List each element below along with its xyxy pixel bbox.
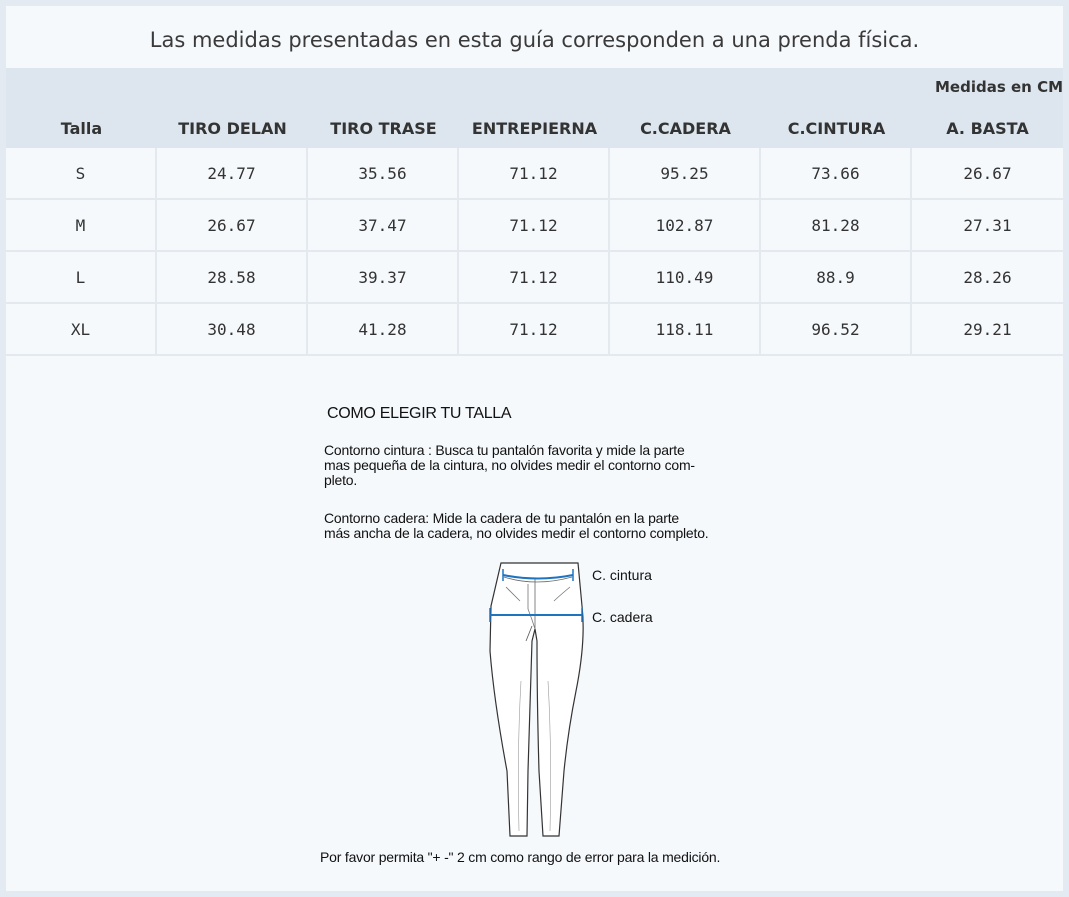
how-to-choose-size-guide bbox=[306, 401, 786, 871]
units-label: Medidas en CM bbox=[935, 78, 1063, 96]
header-tiro-delantero: TIRO DELAN bbox=[178, 118, 287, 138]
table-header bbox=[6, 68, 1063, 154]
table-cell: 118.11 bbox=[610, 304, 761, 354]
header-tiro-trasero: TIRO TRASE bbox=[330, 118, 437, 138]
header-row bbox=[6, 102, 1063, 154]
size-cell: XL bbox=[6, 304, 157, 354]
header-cintura: C.CINTURA bbox=[787, 118, 886, 138]
table-cell: 26.67 bbox=[963, 163, 1012, 183]
hip-label: C. cadera bbox=[592, 609, 653, 625]
table-cell: 88.9 bbox=[761, 252, 912, 302]
header-basta: A. BASTA bbox=[946, 118, 1029, 138]
waist-text-line: Contorno cintura : Busca tu pantalón favorita y mide la parte bbox=[324, 442, 685, 458]
table-cell: 71.12 bbox=[459, 252, 610, 302]
size-cell: L bbox=[6, 252, 157, 302]
table-cell: 30.48 bbox=[157, 304, 308, 354]
table-cell: 26.67 bbox=[157, 200, 308, 250]
notice-text: Las medidas presentadas en esta guía corresponden a una prenda física. bbox=[149, 28, 920, 52]
guide-title: COMO ELEGIR TU TALLA bbox=[327, 405, 512, 422]
table-row bbox=[6, 304, 1063, 356]
table-row bbox=[6, 148, 1063, 200]
table-cell: 95.25 bbox=[610, 148, 761, 198]
pants-outline bbox=[490, 563, 583, 836]
size-cell: S bbox=[6, 148, 157, 198]
table-cell: 81.28 bbox=[761, 200, 912, 250]
header-entrepierna: ENTREPIERNA bbox=[471, 118, 598, 138]
table-cell: 73.66 bbox=[761, 148, 912, 198]
table-row bbox=[6, 200, 1063, 252]
table-cell: 28.26 bbox=[963, 267, 1012, 287]
table-cell: 37.47 bbox=[308, 200, 459, 250]
waist-text-line: mas pequeña de la cintura, no olvides medir el contorno com- bbox=[324, 457, 695, 473]
table-cell: 24.77 bbox=[157, 148, 308, 198]
table-cell: 71.12 bbox=[459, 148, 610, 198]
table-cell: 102.87 bbox=[610, 200, 761, 250]
hip-text-line: Contorno cadera: Mide la cadera de tu pantalón en la parte bbox=[324, 510, 679, 526]
table-cell: 29.21 bbox=[963, 319, 1012, 339]
waist-text-line: pleto. bbox=[324, 472, 358, 488]
hip-text-line: más ancha de la cadera, no olvides medir el contorno completo. bbox=[324, 525, 709, 541]
table-cell: 35.56 bbox=[308, 148, 459, 198]
error-margin-note: Por favor permita "+ -" 2 cm como rango de error para la medición. bbox=[320, 849, 721, 865]
size-cell: M bbox=[6, 200, 157, 250]
table-row bbox=[6, 252, 1063, 304]
table-cell: 110.49 bbox=[610, 252, 761, 302]
waist-label: C. cintura bbox=[592, 567, 652, 583]
pants-diagram bbox=[306, 401, 786, 841]
table-cell: 96.52 bbox=[761, 304, 912, 354]
table-cell: 27.31 bbox=[963, 215, 1012, 235]
table-cell: 39.37 bbox=[308, 252, 459, 302]
header-cadera: C.CADERA bbox=[640, 118, 731, 138]
table-cell: 71.12 bbox=[459, 200, 610, 250]
table-cell: 41.28 bbox=[308, 304, 459, 354]
table-cell: 71.12 bbox=[459, 304, 610, 354]
header-talla: Talla bbox=[60, 118, 103, 138]
size-guide-card bbox=[6, 6, 1063, 891]
table-cell: 28.58 bbox=[157, 252, 308, 302]
